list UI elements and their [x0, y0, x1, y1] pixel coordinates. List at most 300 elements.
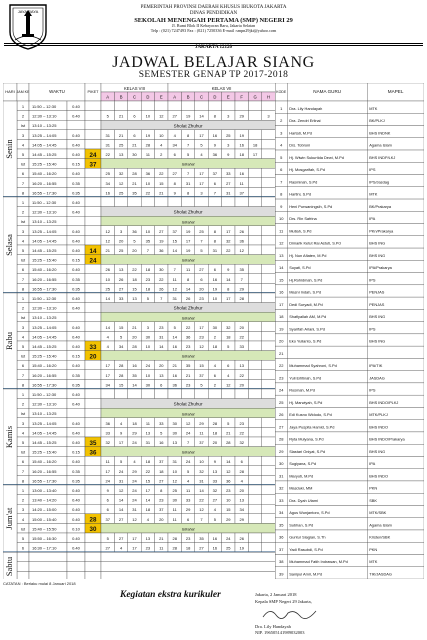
piket-cell: [85, 370, 101, 380]
class-cell-code: 13: [239, 363, 244, 369]
class-cell-code: 7: [146, 248, 150, 253]
class-header-label: G: [253, 94, 257, 100]
class-cell: [114, 389, 127, 399]
waktu-label: 16:20 – 16:55: [32, 276, 57, 282]
waktu-label: 11:50 – 12:30: [32, 296, 57, 301]
class-cell-code: 28: [118, 372, 124, 378]
class-cell-code: 22: [105, 152, 110, 157]
class-cell-code: 6: [213, 267, 217, 273]
teacher-kode: 4: [280, 142, 283, 148]
teacher-kode: 38: [278, 559, 284, 565]
class-cell-code: 13: [132, 296, 137, 301]
duration-cell: [67, 312, 85, 322]
class-cell-code: 31: [105, 132, 110, 138]
day-name-0: Senin: [4, 139, 14, 159]
class-cell-code: 16: [239, 171, 244, 177]
class-cell-code: 29: [226, 516, 231, 522]
class-cell-code: 21: [159, 536, 164, 541]
class-cell-code: 13: [239, 497, 244, 503]
class-cell-code: 16: [159, 440, 164, 445]
jam-label: 6: [21, 459, 25, 465]
class-cell-code: 29: [239, 516, 244, 522]
class-cell-code: 35: [185, 363, 191, 369]
class-cell-code: 27: [159, 228, 164, 234]
header-piket: PIKET: [87, 90, 99, 94]
sign-date: Jakarta, 2 Januari 2018: [255, 592, 297, 597]
class-cell-code: 33: [226, 171, 231, 177]
class-cell-code: 16: [212, 276, 218, 282]
teacher-kode: 23: [278, 375, 284, 381]
class-cell: [248, 389, 261, 399]
piket-cell: [85, 389, 101, 399]
class-cell: [248, 504, 261, 514]
class-cell-code: 26: [118, 276, 124, 282]
piket-number: 37: [89, 161, 97, 169]
teacher-mapel: IPA/TIK: [369, 363, 383, 369]
piket-cell: [85, 312, 101, 322]
waktu-label: 14:45 – 15:25: [32, 344, 57, 349]
class-cell-code: 5: [119, 334, 123, 340]
teacher-mapel: Agama Islam: [369, 522, 392, 528]
class-cell-code: 15: [226, 507, 231, 513]
page-title: JADWAL BELAJAR SIANG: [112, 54, 315, 71]
class-cell-code: 11: [186, 267, 191, 273]
class-cell-code: 19: [185, 228, 191, 234]
class-cell-code: 30: [145, 334, 151, 340]
class-cell-code: 15: [118, 324, 124, 330]
class-cell-code: 23: [185, 536, 191, 541]
class-cell-code: 31: [172, 296, 177, 301]
class-cell-code: 4: [106, 334, 109, 340]
class-cell: [262, 130, 275, 140]
teacher-mapel: IPS: [369, 167, 376, 173]
piket-number: 14: [89, 247, 97, 255]
class-cell-code: 27: [105, 545, 110, 551]
teacher-mapel: BHS INDO: [369, 424, 389, 430]
class-cell-code: 8: [227, 286, 230, 292]
class-cell-code: 14: [172, 248, 177, 253]
class-cell-code: 17: [105, 468, 110, 474]
class-cell-code: 5: [146, 296, 150, 301]
day-name-1: Selasa: [4, 234, 14, 256]
piket-cell: [85, 552, 101, 562]
class-header-label: A: [106, 94, 110, 100]
class-cell: [248, 226, 261, 236]
class-header-label: C: [199, 94, 204, 100]
class-cell-code: 7: [186, 142, 190, 148]
class-cell-code: 17: [132, 536, 137, 541]
class-cell-code: 20: [159, 363, 164, 369]
class-cell-code: 30: [145, 382, 151, 388]
class-cell: [262, 466, 275, 476]
waktu-label: 15:40 – 16:20: [32, 363, 57, 369]
class-cell: [262, 504, 275, 514]
class-cell-code: 23: [185, 344, 191, 349]
teacher-kode: 22: [278, 363, 284, 369]
class-cell-code: 17: [145, 488, 151, 493]
piket-cell: [85, 283, 101, 293]
class-cell-code: 32: [212, 488, 218, 493]
class-cell: [262, 427, 275, 437]
teacher-name: Shafiyallah AM, M.Pd: [289, 314, 327, 320]
break-band-label: Istirahat: [181, 354, 195, 359]
teacher-kode: 11: [279, 228, 284, 234]
class-cell: [248, 456, 261, 466]
teacher-name: Slastari Oniyat, S.Pd: [289, 448, 326, 454]
class-cell-code: 22: [199, 497, 204, 503]
teacher-name-cell: [287, 346, 367, 358]
class-cell-code: 14: [105, 324, 110, 330]
class-cell-code: 25: [199, 228, 204, 234]
duration-label: 0.35: [72, 382, 80, 388]
class-cell-code: 34: [172, 142, 177, 148]
class-cell: [101, 101, 114, 111]
teacher-kode: 37: [278, 546, 284, 552]
class-cell-code: 7: [186, 440, 190, 445]
class-cell-code: 11: [172, 276, 177, 282]
waktu-label: 16:20 – 16:55: [32, 180, 57, 186]
break-band-label: Sholat Zhuhur: [173, 123, 203, 129]
class-cell-code: 27: [199, 545, 204, 551]
duration-label: 0.15: [72, 161, 80, 167]
piket-number: 33: [89, 343, 97, 351]
class-cell-code: 18: [239, 152, 244, 157]
class-cell-code: 26: [105, 267, 110, 273]
class-cell: [262, 149, 275, 159]
piket-number: 35: [89, 439, 97, 447]
piket-number: 30: [89, 526, 97, 534]
class-cell: [262, 360, 275, 370]
teacher-kode: 27: [278, 424, 284, 430]
teacher-mapel-cell: [367, 211, 424, 223]
class-cell-code: 26: [159, 286, 164, 292]
duration-label: 0.40: [72, 401, 80, 407]
class-cell: [262, 389, 275, 399]
class-cell-code: 13: [212, 468, 218, 474]
teacher-name: Mutiah, S.Pd: [289, 228, 312, 234]
class-cell-code: 11: [199, 430, 204, 436]
teacher-mapel: BHS ING: [369, 240, 386, 246]
class-cell: [208, 389, 221, 399]
piket-cell: [85, 101, 101, 111]
class-cell-code: 28: [212, 420, 218, 426]
class-cell: [262, 475, 275, 485]
class-cell-code: 33: [185, 497, 191, 503]
class-cell: [114, 101, 127, 111]
class-cell-code: 16: [172, 372, 177, 378]
class-cell: [262, 418, 275, 428]
class-cell-code: 24: [132, 497, 137, 503]
class-cell-code: 13: [118, 152, 124, 157]
piket-cell: [85, 379, 101, 389]
class-cell: [248, 293, 261, 303]
teacher-kode: 25: [278, 399, 284, 405]
waktu-label: 14:20 – 15:00: [32, 507, 57, 513]
class-cell-code: 10: [199, 459, 204, 465]
header-waktu: WAKTU: [49, 89, 65, 94]
duration-label: 0.40: [72, 507, 80, 513]
class-cell-code: 10: [212, 296, 218, 301]
waktu-label: 13:10 – 13:25: [32, 411, 57, 417]
class-cell-code: 5: [133, 238, 136, 244]
class-cell-code: 17: [199, 171, 204, 177]
duration-label: 0.40: [72, 171, 80, 177]
class-cell-code: 31: [132, 507, 137, 513]
class-cell-code: 30: [132, 152, 137, 157]
class-cell: [168, 389, 181, 399]
jam-label: Ist: [20, 161, 26, 167]
teacher-mapel: BHS ING: [369, 448, 386, 454]
class-cell: [248, 130, 261, 140]
class-cell-code: 12: [172, 286, 177, 292]
waktu-label: 15:25 – 15:40: [32, 449, 57, 455]
class-cell-code: 11: [145, 152, 150, 157]
class-cell-code: 30: [172, 497, 177, 503]
jam-label: Ist: [20, 353, 26, 359]
class-cell-code: 6: [200, 276, 203, 282]
jam-label: 1: [21, 104, 25, 109]
class-cell-code: 37: [159, 507, 164, 513]
class-cell-code: 3: [200, 190, 203, 196]
class-cell: [155, 101, 168, 111]
class-cell: [262, 197, 275, 207]
class-cell-code: 17: [226, 296, 231, 301]
duration-label: 0.40: [72, 516, 80, 522]
catatan-note: CATATAN : Berlaku mulai 8 Januari 2018: [3, 581, 76, 586]
duration-label: 0.40: [72, 430, 80, 436]
waktu-label: 16:55 – 17:30: [32, 478, 57, 484]
waktu-cell: [29, 562, 67, 572]
waktu-label: 14:05 – 14:45: [32, 238, 57, 244]
jam-label: 3: [21, 132, 25, 138]
class-cell: [235, 101, 248, 111]
class-cell-code: 19: [185, 248, 191, 253]
class-cell-code: 10: [226, 497, 231, 503]
class-cell-code: 9: [213, 459, 217, 465]
teacher-name: Yuli Erlitinah, S.Pd: [289, 375, 322, 381]
class-cell-code: 31: [159, 334, 164, 340]
jam-cell: [17, 562, 29, 572]
address-line: Jl. Bumi Blok II Kebayoran Baru, Jakarta Selatan: [171, 22, 256, 28]
class-cell: [141, 389, 154, 399]
class-cell-code: 4: [173, 132, 176, 138]
class-cell: [262, 341, 275, 351]
jam-label: 8: [21, 382, 25, 388]
class-cell-code: 4: [119, 545, 123, 551]
teacher-name: Dra. Dyah Utami: [289, 497, 318, 503]
class-cell-code: 24: [105, 478, 110, 484]
header-hari: HARI: [5, 89, 15, 94]
teacher-mapel: Agama Islam: [369, 142, 392, 148]
class-cell-code: 21: [172, 363, 177, 369]
teacher-mapel: BHS INDO: [369, 473, 389, 479]
teacher-name: Ryta Mulyana, S.Pd: [289, 436, 324, 442]
class-cell-code: 15: [145, 478, 151, 484]
day-name-4: Jum'at: [4, 507, 14, 530]
teacher-mapel-cell: [367, 456, 424, 468]
class-cell: [248, 187, 261, 197]
teacher-kode: 32: [278, 485, 284, 491]
class-cell-code: 24: [226, 536, 231, 541]
waktu-label: 16:55 – 17:30: [32, 190, 57, 196]
class-cell-code: 10: [145, 228, 151, 234]
teacher-mapel: MTK/PLKJ: [369, 412, 388, 418]
class-cell: [262, 187, 275, 197]
jam-label: 6: [21, 545, 25, 551]
class-cell-code: 18: [226, 334, 231, 340]
class-cell-code: 34: [239, 507, 244, 513]
class-cell-code: 4: [119, 420, 123, 426]
waktu-label: 16:20 – 16:55: [32, 372, 57, 378]
class-cell: [262, 226, 275, 236]
class-cell-code: 23: [239, 420, 244, 426]
jam-label: 4: [21, 516, 25, 522]
class-cell-code: 31: [212, 248, 218, 253]
class-cell-code: 12: [226, 468, 231, 474]
duration-cell: [67, 216, 85, 226]
class-cell: [195, 389, 208, 399]
city-line: JAKARTA 12120: [194, 45, 233, 50]
teacher-mapel: PKN: [369, 485, 378, 491]
class-cell: [141, 101, 154, 111]
waktu-label: 14:45 – 15:25: [32, 248, 57, 253]
svg-text:JAYA RAYA: JAYA RAYA: [17, 9, 39, 14]
class-cell-code: 32: [199, 468, 204, 474]
teacher-name: Hartati, M.Pd: [289, 130, 312, 136]
jam-label: Ist: [20, 219, 26, 225]
teacher-kode: 1: [280, 105, 283, 111]
class-cell-code: 21: [105, 248, 110, 253]
class-cell-code: 5: [160, 430, 163, 436]
teacher-name: Dimarik Ketut Rai Astuti, S.Pd: [289, 240, 341, 246]
jam-label: 7: [21, 468, 25, 474]
class-cell-code: 36: [145, 171, 151, 177]
teacher-mapel-cell: [367, 322, 424, 334]
jam-label: 3: [21, 324, 25, 330]
class-cell: [262, 322, 275, 332]
break-band-label: Sholat Zhuhur: [173, 401, 203, 407]
teacher-mapel: IPS: [369, 326, 376, 332]
class-cell-code: 6: [213, 372, 217, 378]
duration-label: 0.35: [72, 372, 80, 378]
class-cell-code: 6: [173, 152, 176, 157]
class-cell-code: 13: [159, 372, 164, 378]
class-cell-code: 32: [226, 324, 231, 330]
teacher-kode: 7: [280, 179, 283, 185]
school-line: SEKOLAH MENENGAH PERTAMA (SMP) NEGERI 29: [134, 16, 293, 24]
class-cell-code: 25: [105, 286, 110, 292]
class-cell: [262, 485, 275, 495]
teacher-kode: 34: [278, 510, 284, 516]
class-cell: [141, 197, 154, 207]
class-cell-code: 5: [119, 459, 123, 465]
teacher-name: Muhammad Fatih Indrawan, M.Pd: [289, 559, 348, 565]
class-cell: [181, 197, 194, 207]
teacher-name: Hj. Nun Afiaten, M.Pd: [289, 252, 327, 258]
teacher-kode: 6: [280, 167, 283, 173]
duration-label: 0.40: [72, 440, 80, 445]
class-cell-code: 37: [172, 228, 177, 234]
class-cell-code: 37: [105, 516, 110, 522]
piket-cell: [85, 495, 101, 505]
class-cell-code: 8: [213, 238, 217, 244]
teacher-kode: 3: [280, 130, 283, 136]
waktu-cell: [29, 571, 67, 579]
class-cell-code: 23: [159, 324, 164, 330]
duration-label: 0.40: [72, 267, 80, 273]
class-cell-code: 36: [212, 152, 218, 157]
class-cell-code: 5: [227, 344, 230, 349]
teacher-mapel: IPA/Prakarya: [369, 265, 392, 271]
piket-cell: [85, 139, 101, 149]
duration-label: 0.40: [72, 459, 80, 465]
teacher-mapel-cell: [367, 162, 424, 174]
class-cell: [101, 197, 114, 207]
teacher-name: Guntur Siagian, S.Th: [289, 534, 326, 540]
class-cell-code: 11: [172, 507, 177, 513]
class-cell: [248, 322, 261, 332]
waktu-label: 15:50 – 16:30: [32, 536, 57, 541]
teacher-kode: 30: [278, 461, 284, 467]
class-cell-code: 17: [199, 324, 204, 330]
class-cell: [248, 379, 261, 389]
class-cell-code: 29: [132, 430, 137, 436]
piket-cell: [85, 427, 101, 437]
jam-label: Ist: [20, 123, 26, 129]
class-cell: [155, 389, 168, 399]
class-cell-code: 12: [105, 228, 110, 234]
class-cell-code: 17: [185, 238, 191, 244]
class-cell-code: 18: [252, 142, 258, 148]
class-cell: [262, 274, 275, 284]
teacher-kode: 9: [280, 203, 283, 209]
duration-label: 0.40: [72, 420, 80, 426]
class-cell-code: 24: [145, 363, 151, 369]
class-cell-code: 31: [145, 440, 151, 445]
teacher-mapel: BHS ING: [369, 338, 386, 344]
class-cell-code: 3: [146, 324, 150, 330]
teacher-name: Drs. Rin Safrina: [289, 216, 317, 222]
class-cell-code: 6: [227, 363, 230, 369]
break-band-label: Sholat Zhuhur: [173, 305, 203, 311]
jam-label: 2: [21, 497, 25, 503]
jam-label: 4: [21, 142, 25, 148]
teacher-kode: 36: [278, 534, 284, 540]
sign-nip: NIP. 196505141989032003: [255, 630, 305, 635]
class-cell: [248, 111, 261, 121]
teacher-mapel: SBK: [369, 497, 377, 503]
class-cell: [262, 514, 275, 524]
teacher-name: Muhammad Syahroni, S.Pd: [289, 363, 337, 369]
class-cell-code: 36: [105, 420, 110, 426]
class-cell-code: 21: [132, 324, 137, 330]
class-cell-code: 4: [240, 478, 243, 484]
jam-label: 5: [21, 248, 25, 253]
class-cell-code: 26: [185, 296, 191, 301]
class-cell-code: 20: [132, 334, 137, 340]
piket-cell: [85, 456, 101, 466]
jam-label: 2: [21, 401, 25, 407]
class-header-label: C: [132, 94, 137, 100]
teacher-kode: 29: [278, 448, 284, 454]
break-band-label: Sholat Zhuhur: [173, 209, 203, 215]
day-name-5: Sabtu: [4, 556, 14, 577]
duration-label: 0.40: [72, 344, 80, 349]
teacher-name: Eko Yulianto, S.Pd: [289, 338, 322, 344]
class-cell-code: 13: [145, 430, 151, 436]
waktu-label: 12:30 – 13:10: [32, 113, 57, 119]
class-cell-code: 20: [239, 324, 244, 330]
